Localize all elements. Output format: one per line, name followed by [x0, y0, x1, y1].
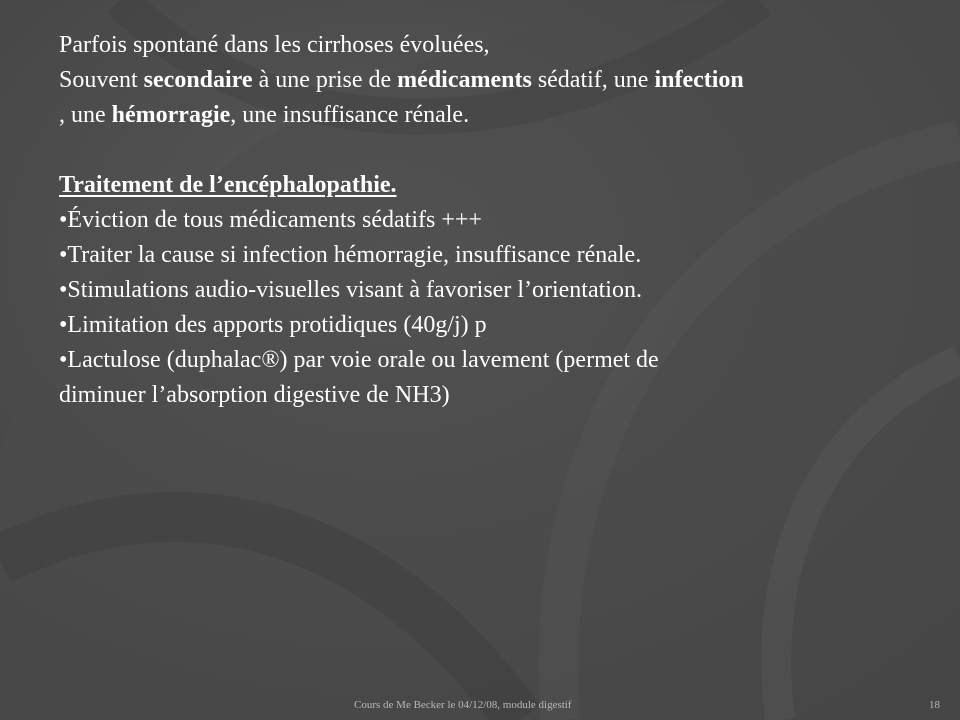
keyword-medicaments: médicaments	[397, 67, 532, 93]
intro-text: Souvent	[59, 67, 144, 93]
bullet-item-continuation: diminuer l’absorption digestive de NH3)	[59, 382, 450, 408]
keyword-hemorragie: hémorragie	[111, 102, 231, 128]
intro-text: à une prise de	[252, 67, 398, 93]
slide-body	[59, 28, 960, 468]
bullet-item: •Lactulose (duphalac®) par voie orale ou lavement (permet de	[59, 347, 659, 373]
keyword-infection: infection	[654, 67, 744, 93]
page-number: 18	[929, 699, 940, 711]
section-heading: Traitement de l’encéphalopathie.	[59, 172, 397, 198]
spacer	[59, 133, 960, 168]
intro-text: sédatif, une	[531, 67, 655, 93]
intro-line-1: Parfois spontané dans les cirrhoses évoluées,	[59, 32, 490, 58]
intro-line-2	[59, 63, 960, 98]
bullet-item: •Traiter la cause si infection hémorragie, insuffisance rénale.	[59, 242, 642, 268]
bullet-item: •Limitation des apports protidiques (40g/j) p	[59, 312, 487, 338]
bullet-item: •Stimulations audio-visuelles visant à favoriser l’orientation.	[59, 277, 642, 303]
footer-text: Cours de Me Becker le 04/12/08, module digestif	[354, 699, 572, 711]
intro-line-3	[59, 98, 960, 133]
bullet-item: •Éviction de tous médicaments sédatifs +++	[59, 207, 482, 233]
intro-text: , une insuffisance rénale.	[230, 102, 470, 128]
keyword-secondaire: secondaire	[143, 67, 253, 93]
intro-text: , une	[59, 102, 112, 128]
